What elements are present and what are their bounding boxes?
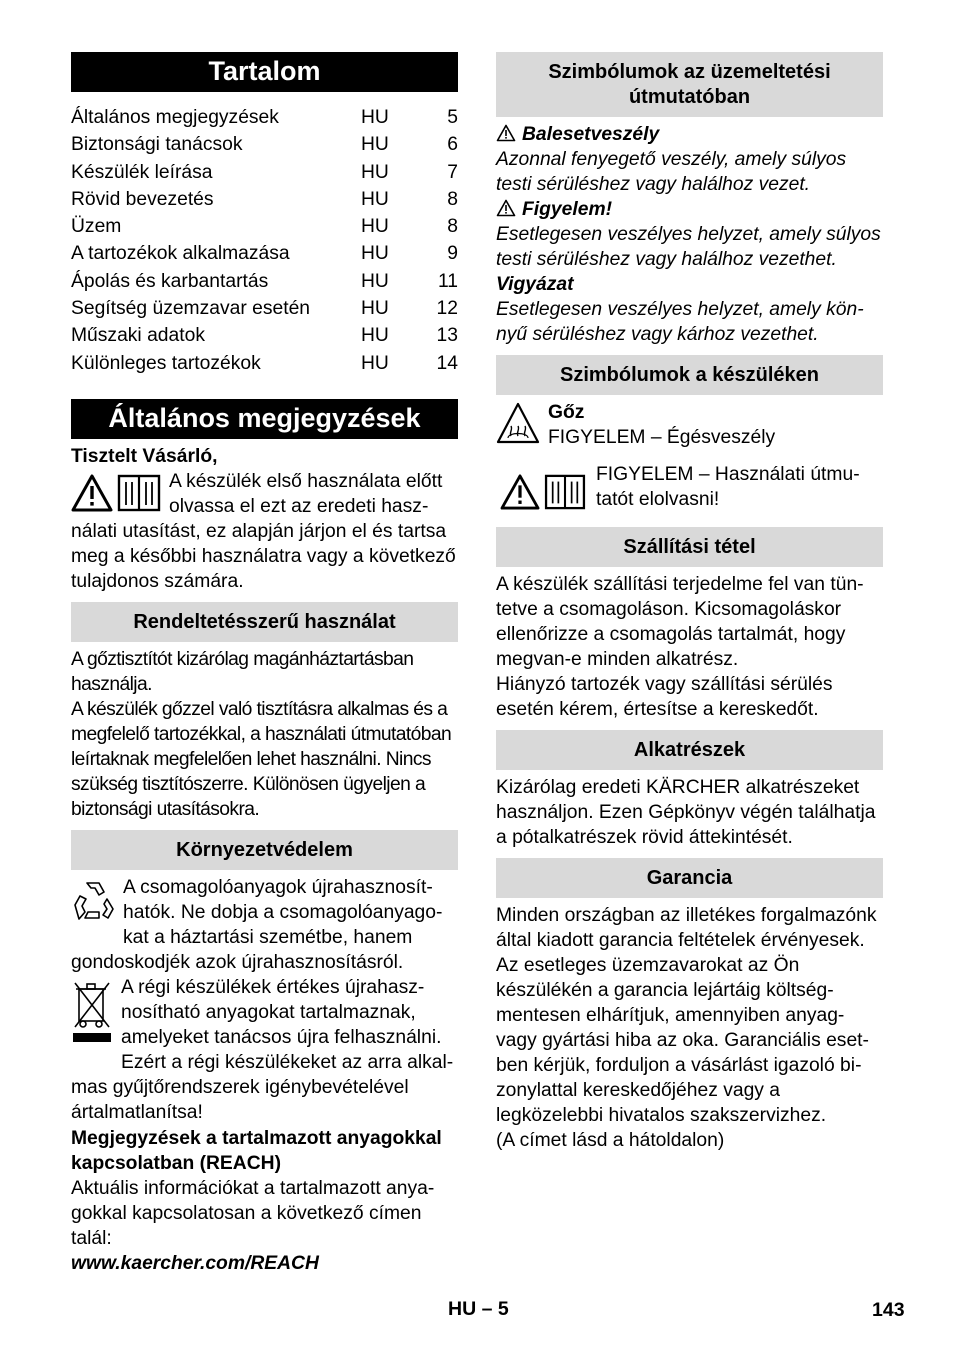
spare-parts-text: Kizárólag eredeti KÄRCHER alkatrészeket használjon. Ezen Gépkönyv végén találhatja a pótalkatrészek rövid áttekintését. [496,777,876,848]
manual-symbol-row [496,462,883,514]
toc-item-lang: HU [361,107,389,128]
right-column [496,52,883,1153]
toc-item-lang: HU [361,188,389,210]
toc-item-page: 6 [447,134,458,156]
toc-item-title: A tartozékok alkalmazása [71,243,290,265]
toc-item-page: 11 [437,270,458,292]
toc-item-title: Általános megjegyzések [71,107,279,128]
toc-item-page: 12 [436,298,458,320]
toc-item-page: 7 [447,161,458,183]
steam-text: FIGYELEM – Égésveszély [548,427,776,448]
toc-heading: Tartalom [71,52,458,92]
danger-warning-icon [496,124,516,142]
packaging-text: A csomagolóanyagok újrahasznosíthatók. Ne dobja a csomagolóanyagokat a háztartási szemétbe, hanem gondoskodjék azok újrahasznosításról. [71,876,443,973]
greeting: Tisztelt Vásárló, [71,445,218,467]
toc-item-title: Ápolás és karbantartás [71,270,269,292]
toc-item-lang: HU [361,243,389,265]
toc-item[interactable] [71,240,458,267]
toc-item-lang: HU [361,270,389,292]
intro-symbols [71,471,161,515]
crossed-bin-icon [71,979,113,1056]
toc-item-title: Biztonsági tanácsok [71,134,243,156]
danger-label-row [496,122,883,147]
warning-text: Esetlegesen veszélyes helyzet, amely súlyos testi sérüléshez vagy halálhoz vezethet. [496,224,881,270]
delivery-p1: A készülék szállítási terjedelme fel van tüntetve a csomagoláson. Kicsomagoláskor ellenőrizze a csomagolás tartalmát, hogy megvan-e minden alkatrész. [496,574,864,670]
toc-item-title: Rövid bevezetés [71,188,214,210]
danger-label: Balesetveszély [522,124,660,145]
caution-label: Vigyázat [496,274,574,295]
toc-item-title: Segítség üzemzavar esetén [71,298,311,320]
intro-text: A készülék első használata előtt olvassa el ezt az eredeti használati utasítást, ez alapján járjon el és tartsa meg a későbbi használatra vagy a következő tulajdonos számára. [71,470,456,592]
toc-item[interactable] [71,186,458,213]
delivery-p2: Hiányzó tartozék vagy szállítási sérülés esetén kérem, értesítse a kereskedőt. [496,674,833,720]
intended-use-p2: A készülék gőzzel való tisztításra alkalmas és a megfelelő tartozékkal, a használati útmutatóban leírtaknak megfelelően lehet használni. Nincs szükség tisztítószerre. Különösen ügyeljen a biztonsági utasításokra. [71,698,452,820]
toc-item-lang: HU [361,298,389,320]
toc-item-page: 14 [436,352,458,374]
warning-triangle-icon [500,474,540,510]
delivery-heading: Szállítási tétel [496,527,883,567]
toc-item[interactable] [71,131,458,158]
attention-warning-icon [496,199,516,217]
toc-item-title: Készülék leírása [71,161,213,183]
toc-item-page: 5 [447,107,458,128]
hot-steam-icon [496,402,540,444]
general-heading: Általános megjegyzések [71,399,458,439]
page-number: 143 [872,1299,905,1321]
warranty-text: Minden országban az illetékes forgalmazónk által kiadott garancia feltételek érvényesek. Az esetleges üzemzavarokat az Ön készülékén a garancia lejártáig költségmentesen elhárítjuk, amennyiben anyag- vagy gyártási hiba az oka. Garanciális esetben kérjük, forduljon a vásárlást igazoló bizonylattal kereskedőjéhez vagy a legközelebbi hivatalos szakszervizhez. [496,905,877,1126]
page-footer-label: HU – 5 [448,1298,509,1320]
toc-item-title: Különleges tartozékok [71,352,261,374]
toc-item-page: 8 [447,216,458,238]
manual-book-icon [117,474,161,512]
intended-use-heading: Rendeltetésszerű használat [71,602,458,642]
toc-item-page: 13 [436,325,458,347]
toc-item-page: 8 [447,188,458,210]
toc-item[interactable] [71,213,458,240]
old-devices-paragraph [71,975,458,1125]
toc-item[interactable] [71,295,458,322]
reach-text: Aktuális információkat a tartalmazott anyagokkal kapcsolatosan a következő címen talál: [71,1177,435,1249]
toc-item-page: 9 [447,243,458,265]
left-column [71,52,458,1276]
toc-item-lang: HU [361,352,389,374]
toc-item-title: Műszaki adatok [71,325,205,347]
toc-item[interactable] [71,350,458,377]
toc-item[interactable] [71,104,458,131]
recycling-icon [71,879,115,930]
device-symbols-heading: Szimbólumok a készüléken [496,355,883,395]
intended-use-p1: A gőztisztítót kizárólag magánháztartásban használja. [71,648,414,695]
warning-triangle-icon [71,474,113,512]
table-of-contents [71,104,458,377]
caution-text: Esetlegesen veszélyes helyzet, amely könnyű sérüléshez vagy kárhoz vezethet. [496,299,864,345]
manual-symbol-text: FIGYELEM – Használati útmutatót elolvasni! [596,464,860,510]
warranty-heading: Garancia [496,858,883,898]
environment-heading: Környezetvédelem [71,830,458,870]
toc-item[interactable] [71,322,458,349]
reach-url-link[interactable]: www.kaercher.com/REACH [71,1252,319,1274]
old-devices-text: A régi készülékek értékes újrahasznosítható anyagokat tartalmaznak, amelyeket tanácsos újra felhasználni. Ezért a régi készülékeket az arra alkalmas gyűjtőrendszerek igénybevételével ártalmatlanítsa! [71,976,454,1123]
steam-label: Gőz [548,402,585,423]
warranty-address-note: (A címet lásd a hátoldalon) [496,1130,725,1151]
manual-symbols [500,470,586,514]
toc-item[interactable] [71,159,458,186]
packaging-paragraph [71,875,458,975]
toc-item-lang: HU [361,216,389,238]
warning-label: Figyelem! [522,199,613,220]
danger-text: Azonnal fenyegető veszély, amely súlyos testi sérüléshez vagy halálhoz vezet. [496,149,847,195]
toc-item-title: Üzem [71,216,122,238]
toc-item-lang: HU [361,134,389,156]
reach-heading: Megjegyzések a tartalmazott anyagokkal kapcsolatban (REACH) [71,1127,442,1174]
toc-item[interactable] [71,268,458,295]
intro-paragraph [71,469,458,594]
steam-symbol-row [496,400,883,450]
toc-item-lang: HU [361,325,389,347]
manual-book-icon [544,474,586,510]
toc-item-lang: HU [361,161,389,183]
warning-label-row [496,197,883,222]
manual-symbols-heading: Szimbólumok az üzemeltetési útmutatóban [496,52,883,117]
spare-parts-heading: Alkatrészek [496,730,883,770]
